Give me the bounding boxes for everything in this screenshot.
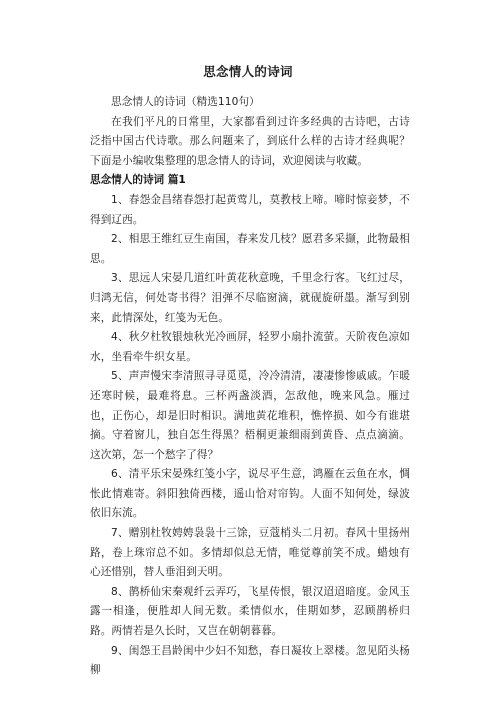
document-title: 思念情人的诗词: [203, 64, 293, 79]
document-body: [90, 93, 410, 681]
poem-item: 5、声声慢宋李清照寻寻觅觅，冷冷清清，凄凄惨惨戚戚。乍暖还寒时候，最难将息。三杯两盏淡酒，怎敌他，晚来风急。雁过也，正伤心，却是旧时相识。满地黄花堆积，憔悴损、如今有谁堪摘。守着窗儿，独自怎生得黑？梧桐更兼细雨到黄昏、点点滴滴。这次第，怎一个愁字了得？: [90, 370, 410, 461]
poem-item: 8、鹊桥仙宋秦观纤云弄巧，飞星传恨，银汉迢迢暗度。金风玉露一相逢，便胜却人间无数。柔情似水，佳期如梦，忍顾鹊桥归路。两情若是久长时，又岂在朝朝暮暮。: [90, 585, 410, 638]
intro-paragraph: 在我们平凡的日常里，大家都看到过许多经典的古诗吧，古诗泛指中国古代诗歌。那么问题来了，到底什么样的古诗才经典呢？下面是小编收集整理的思念情人的诗词，欢迎阅读与收藏。: [90, 115, 410, 167]
poem-item: 4、秋夕杜牧银烛秋光冷画屏，轻罗小扇扑流萤。天阶夜色凉如水，坐看牵牛织女星。: [90, 331, 410, 363]
poem-item: 6、清平乐宋晏殊红笺小字，说尽平生意，鸿雁在云鱼在水，惆怅此情难寄。斜阳独倚西楼，遥山恰对帘钩。人面不知何处，绿波依旧东流。: [90, 468, 410, 520]
document-subtitle: 思念情人的诗词（精选110句）: [111, 96, 260, 108]
poem-item: 1、春怨金昌绪春怨打起黄莺儿，莫教枝上啼。啼时惊妾梦，不得到辽西。: [90, 193, 410, 226]
poem-item: 2、相思王维红豆生南国，春来发几枝？愿君多采撷，此物最相思。: [90, 233, 410, 265]
section-heading: 思念情人的诗词 篇1: [90, 174, 186, 187]
poem-item: 3、思远人宋晏几道红叶黄花秋意晚，千里念行客。飞红过尽，归鸿无信，何处寄书得？泪弹不尽临窗滴，就砚旋研墨。渐写到别来，此情深处，红笺为无色。: [90, 272, 410, 324]
poem-item: 7、赠别杜牧娉娉袅袅十三馀，豆蔻梢头二月初。春风十里扬州路，卷上珠帘总不如。多情却似总无情，唯觉尊前笑不成。蜡烛有心还惜别，替人垂泪到天明。: [90, 527, 410, 579]
poem-item: 9、闺怨王昌龄闺中少妇不知愁，春日凝妆上翠楼。忽见陌头杨柳: [90, 644, 410, 677]
